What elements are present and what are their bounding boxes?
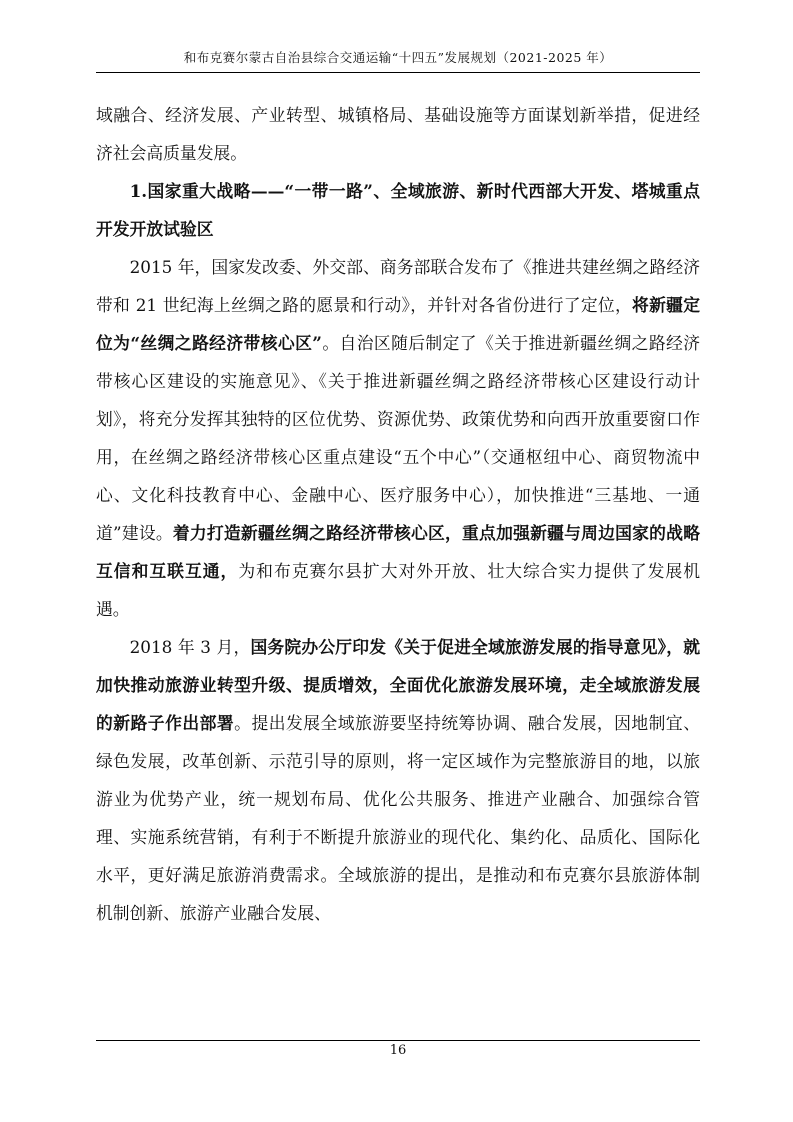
text-run: 。自治区随后制定了《关于推进新疆丝绸之路经济带核心区建设的实施意见》、《关于推进新疆丝绸之路经济带核心区建设行动计划》，将充分发挥其独特的区位优势、资源优势、政策优势和向西开放重要窗口作用，在丝绸之路经济带核心区重点建设“五个中心”（交通枢纽中心、商贸物流中心、文化科技教育中心、金融中心、医疗服务中心），加快推进“三基地、一通道”建设。 bbox=[96, 333, 700, 543]
bold-run: 国务院办公厅印发《关于促进全域旅游发展的指导意见》，就加快推动旅游业转型升级、提质增效，全面优化旅游发展环境，走全域旅游发展的新路子作出部署 bbox=[96, 637, 701, 733]
text-run: 为和布克赛尔县扩大对外开放、壮大综合实力提供了发展机遇。 bbox=[96, 561, 700, 619]
paragraph-silk-road bbox=[96, 248, 700, 628]
text-run: 。提出发展全域旅游要坚持统筹协调、融合发展，因地制宜、绿色发展，改革创新、示范引导的原则，将一定区域作为完整旅游目的地，以旅游业为优势产业，统一规划布局、优化公共服务、推进产业融合、加强综合管理、实施系统营销，有利于不断提升旅游业的现代化、集约化、品质化、国际化水平，更好满足旅游消费需求。全域旅游的提出，是推动和布克赛尔县旅游体制机制创新、旅游产业融合发展、 bbox=[96, 713, 700, 923]
section-heading: 1.国家重大战略——“一带一路”、全域旅游、新时代西部大开发、塔城重点开发开放试验区 bbox=[96, 181, 700, 239]
text-run: 2018 年 3 月， bbox=[129, 637, 251, 657]
page-number: 16 bbox=[389, 1043, 407, 1058]
footer-divider bbox=[96, 1040, 700, 1041]
document-body bbox=[96, 96, 700, 932]
running-header: 和布克赛尔蒙古自治县综合交通运输“十四五”发展规划（2021-2025 年） bbox=[96, 46, 700, 73]
paragraph-continuation: 域融合、经济发展、产业转型、城镇格局、基础设施等方面谋划新举措，促进经济社会高质量发展。 bbox=[96, 105, 700, 163]
text-run: 2015 年，国家发改委、外交部、商务部联合发布了《推进共建丝绸之路经济带和 21 世纪海上丝绸之路的愿景和行动》，并针对各省份进行了定位， bbox=[96, 257, 700, 315]
bold-run: 着力打造新疆丝绸之路经济带核心区，重点加强新疆与周边国家的战略互信和互联互通， bbox=[96, 523, 700, 581]
bold-run: 将新疆定位为“丝绸之路经济带核心区” bbox=[96, 295, 700, 353]
paragraph-tourism bbox=[96, 628, 700, 932]
